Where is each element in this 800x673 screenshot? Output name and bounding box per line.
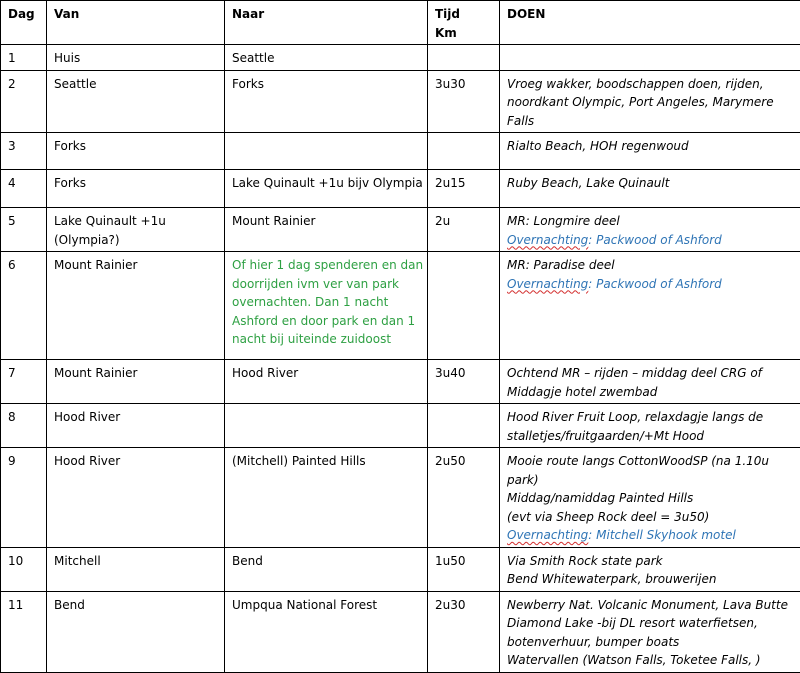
- cell-doen: [500, 208, 800, 252]
- header-tijd: Tijd: [435, 5, 493, 24]
- doen-line: Diamond Lake -bij DL resort waterfietsen,: [507, 614, 800, 633]
- naar-text: Bend: [232, 552, 421, 571]
- overnachting-value: : Packwood of Ashford: [588, 277, 722, 291]
- cell-tijd: [428, 45, 500, 71]
- cell-dag: 7: [1, 360, 47, 404]
- cell-van: [47, 170, 225, 208]
- cell-naar: [225, 45, 428, 71]
- cell-dag: 3: [1, 133, 47, 170]
- cell-van: [47, 591, 225, 672]
- cell-tijd: [428, 404, 500, 448]
- note-line: overnachten. Dan 1 nacht: [232, 293, 421, 312]
- overnachting-line: [507, 275, 800, 294]
- doen-line: MR: Longmire deel: [507, 212, 800, 231]
- table-row: [1, 133, 800, 170]
- cell-naar: [225, 591, 428, 672]
- cell-van: [47, 208, 225, 252]
- table-row: [1, 360, 800, 404]
- van-text: Huis: [54, 49, 218, 68]
- naar-text: Hood River: [232, 364, 421, 383]
- doen-line: stalletjes/fruitgaarden/+Mt Hood: [507, 427, 800, 446]
- header-naar: Naar: [225, 1, 428, 45]
- overnachting-label: Overnachting: [507, 528, 588, 542]
- doen-line: Middagje hotel zwembad: [507, 383, 800, 402]
- table-row: [1, 547, 800, 591]
- note-line: Of hier 1 dag spenderen en dan: [232, 256, 421, 275]
- cell-naar: [225, 547, 428, 591]
- cell-dag: 5: [1, 208, 47, 252]
- cell-tijd: 2u15: [428, 170, 500, 208]
- cell-dag: 9: [1, 448, 47, 548]
- naar-text: Seattle: [232, 49, 421, 68]
- table-row: [1, 208, 800, 252]
- cell-van: [47, 547, 225, 591]
- doen-line: (evt via Sheep Rock deel = 3u50): [507, 508, 800, 527]
- doen-line: Ochtend MR – rijden – middag deel CRG of: [507, 364, 800, 383]
- cell-doen: [500, 591, 800, 672]
- doen-line: Ruby Beach, Lake Quinault: [507, 174, 800, 193]
- cell-doen: [500, 252, 800, 360]
- doen-line: Bend Whitewaterpark, brouwerijen: [507, 570, 800, 589]
- cell-doen: [500, 70, 800, 133]
- van-text: Seattle: [54, 75, 218, 94]
- table-row: [1, 404, 800, 448]
- header-km: Km: [435, 24, 493, 43]
- header-row: [1, 1, 800, 45]
- doen-line: botenverhuur, bumper boats: [507, 633, 800, 652]
- naar-text: Lake Quinault +1u bijv Olympia: [232, 174, 421, 193]
- cell-naar: [225, 208, 428, 252]
- doen-line: Falls: [507, 112, 800, 131]
- doen-line: Watervallen (Watson Falls, Toketee Falls, ): [507, 651, 800, 670]
- cell-naar: [225, 133, 428, 170]
- cell-van: [47, 45, 225, 71]
- doen-line: Middag/namiddag Painted Hills: [507, 489, 800, 508]
- table-row: [1, 252, 800, 360]
- cell-van: [47, 70, 225, 133]
- cell-dag: 4: [1, 170, 47, 208]
- cell-dag: 10: [1, 547, 47, 591]
- note-line: Ashford en door park en dan 1: [232, 312, 421, 331]
- note-line: nacht bij uiteinde zuidoost: [232, 330, 421, 349]
- cell-naar: [225, 170, 428, 208]
- table-row: [1, 448, 800, 548]
- overnachting-line: [507, 231, 800, 250]
- van-text: Lake Quinault +1u: [54, 212, 218, 231]
- cell-dag: 6: [1, 252, 47, 360]
- cell-van: [47, 404, 225, 448]
- cell-tijd: 2u30: [428, 591, 500, 672]
- naar-text: Umpqua National Forest: [232, 596, 421, 615]
- van-text: Mount Rainier: [54, 364, 218, 383]
- van-text: Forks: [54, 174, 218, 193]
- van-text: Hood River: [54, 408, 218, 427]
- header-doen: DOEN: [500, 1, 800, 45]
- overnachting-label: Overnachting: [507, 277, 588, 291]
- cell-doen: [500, 133, 800, 170]
- header-van: Van: [47, 1, 225, 45]
- overnachting-label: Overnachting: [507, 233, 588, 247]
- note-line: doorrijden ivm ver van park: [232, 275, 421, 294]
- van-text: Mount Rainier: [54, 256, 218, 275]
- table-row: [1, 70, 800, 133]
- cell-van: [47, 133, 225, 170]
- header-tijd-km: [428, 1, 500, 45]
- cell-doen: [500, 170, 800, 208]
- doen-line: park): [507, 471, 800, 490]
- cell-dag: 8: [1, 404, 47, 448]
- van-text: Hood River: [54, 452, 218, 471]
- cell-doen: [500, 360, 800, 404]
- van-text: (Olympia?): [54, 231, 218, 250]
- doen-line: Mooie route langs CottonWoodSP (na 1.10u: [507, 452, 800, 471]
- overnachting-line: [507, 526, 800, 545]
- cell-naar: [225, 70, 428, 133]
- cell-doen: [500, 45, 800, 71]
- table-row: [1, 45, 800, 71]
- cell-dag: 2: [1, 70, 47, 133]
- cell-naar: [225, 360, 428, 404]
- cell-tijd: 3u30: [428, 70, 500, 133]
- cell-doen: [500, 404, 800, 448]
- cell-dag: 1: [1, 45, 47, 71]
- cell-tijd: 3u40: [428, 360, 500, 404]
- van-text: Forks: [54, 137, 218, 156]
- cell-van: [47, 448, 225, 548]
- cell-tijd: 2u: [428, 208, 500, 252]
- doen-line: Rialto Beach, HOH regenwoud: [507, 137, 800, 156]
- cell-naar: [225, 448, 428, 548]
- van-text: Bend: [54, 596, 218, 615]
- cell-doen: [500, 448, 800, 548]
- table-row: [1, 591, 800, 672]
- cell-dag: 11: [1, 591, 47, 672]
- doen-line: Hood River Fruit Loop, relaxdagje langs de: [507, 408, 800, 427]
- van-text: Mitchell: [54, 552, 218, 571]
- cell-tijd: 2u50: [428, 448, 500, 548]
- cell-van: [47, 252, 225, 360]
- cell-van: [47, 360, 225, 404]
- cell-naar-note: [225, 252, 428, 360]
- naar-text: Forks: [232, 75, 421, 94]
- cell-tijd: [428, 252, 500, 360]
- doen-line: MR: Paradise deel: [507, 256, 800, 275]
- naar-text: (Mitchell) Painted Hills: [232, 452, 421, 471]
- doen-line: Newberry Nat. Volcanic Monument, Lava Butte: [507, 596, 800, 615]
- overnachting-value: : Mitchell Skyhook motel: [588, 528, 736, 542]
- doen-line: noordkant Olympic, Port Angeles, Marymere: [507, 93, 800, 112]
- cell-tijd: 1u50: [428, 547, 500, 591]
- doen-line: Vroeg wakker, boodschappen doen, rijden,: [507, 75, 800, 94]
- cell-tijd: [428, 133, 500, 170]
- cell-doen: [500, 547, 800, 591]
- doen-line: Via Smith Rock state park: [507, 552, 800, 571]
- header-dag: Dag: [1, 1, 47, 45]
- naar-text: Mount Rainier: [232, 212, 421, 231]
- table-row: [1, 170, 800, 208]
- overnachting-value: : Packwood of Ashford: [588, 233, 722, 247]
- cell-naar: [225, 404, 428, 448]
